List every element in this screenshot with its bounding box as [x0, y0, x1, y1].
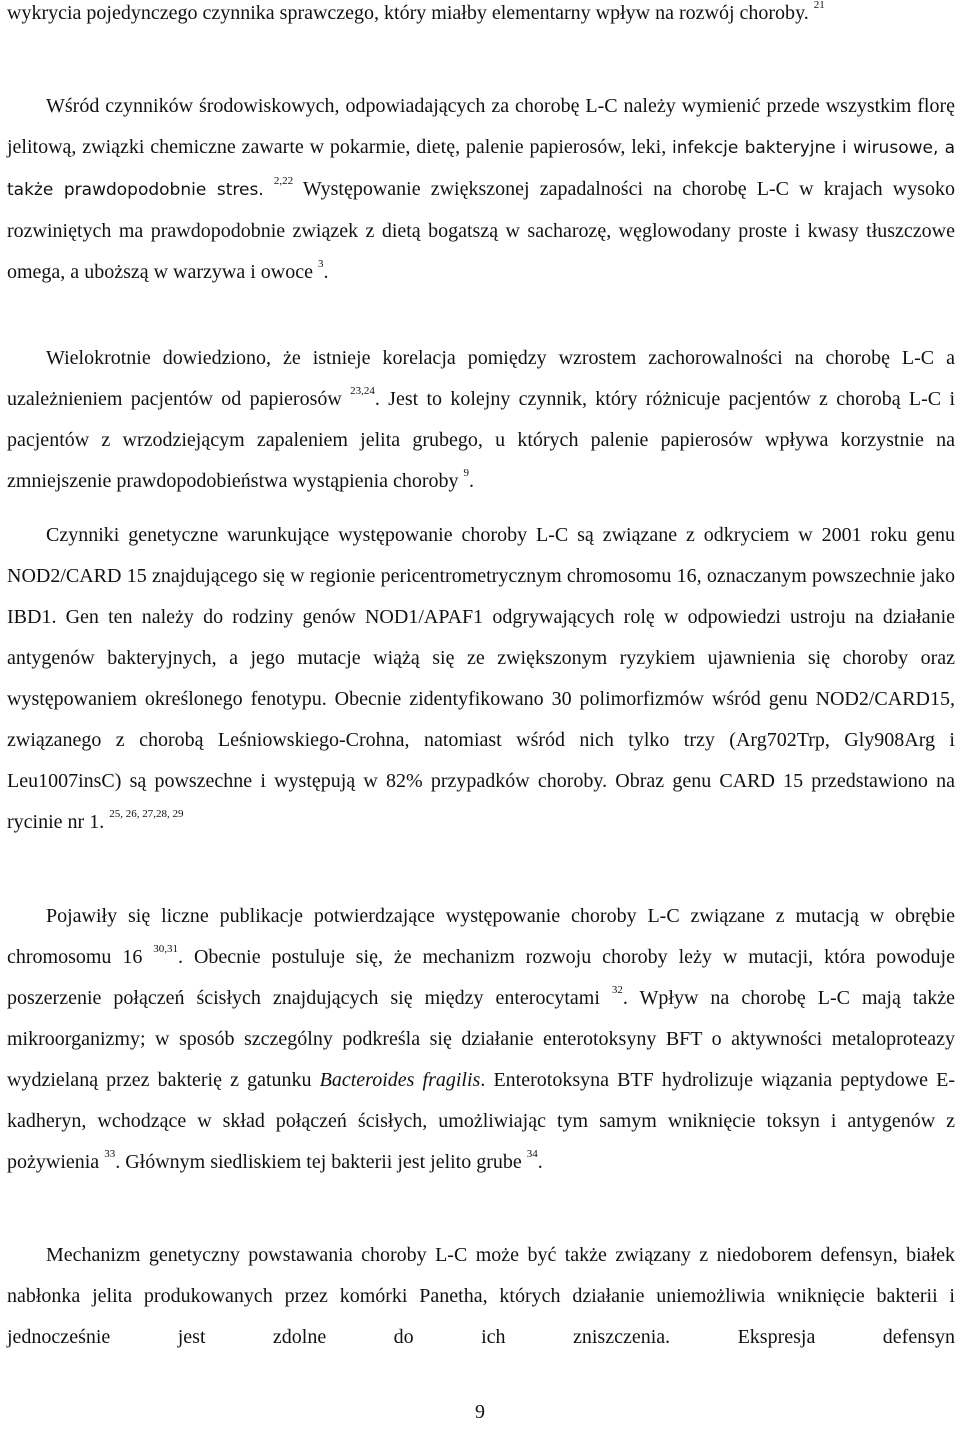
citation-reference: 33	[104, 1148, 116, 1160]
citation-reference: 9	[463, 467, 470, 479]
text-segment: Czynniki genetyczne warunkujące występowanie choroby L-C są związane z odkryciem w 2001 roku genu NOD2/CARD 15 znajdującego się w regionie pericentrometrycznym chromosomu 16, oznaczanym powszechnie jako IBD1. Gen ten należy do rodziny genów NOD1/APAF1 odgrywających rolę w odpowiedzi ustroju na działanie antygenów bakteryjnych, a jego mutacje wiążą się ze zwiększonym ryzykiem ujawnienia się choroby oraz występowaniem określonego fenotypu. Obecnie zidentyfikowano 30 polimorfizmów wśród genu NOD2/CARD15, związanego z chorobą Leśniowskiego-Crohna, natomiast wśród nich tylko trzy (Arg702Trp, Gly908Arg i Leu1007insC) są powszechne i występują w 82% przypadków choroby. Obraz genu CARD 15 przedstawiono na rycinie nr 1.	[7, 524, 955, 833]
text-segment: . Wpływ na chorobę L-C mają także mikroorganizmy; w sposób szczególny podkreśla się działanie enterotoksyny BFT o aktywności metaloproteazy wydzielaną przez bakterię z gatunku	[7, 987, 956, 1091]
citation-reference: 3	[317, 258, 324, 270]
text-segment: .	[469, 470, 475, 492]
citation-reference: 34	[526, 1148, 538, 1160]
paragraph-2	[7, 86, 955, 293]
text-segment: y.	[795, 2, 814, 24]
paragraph-4	[7, 515, 955, 843]
text-segment: wykrycia pojedynczego czynnika sprawczego, który miałby elementarny wpływ na rozwój chorob	[7, 2, 796, 24]
text-segment: Wielokrotnie dowiedziono, że istnieje korelacja pomiędzy wzrostem zachorowalności na chorobę L-C a uzależnieniem pacjentów od papierosów	[7, 347, 955, 410]
text-segment: . Obecnie postuluje się, że mechanizm rozwoju choroby leży w mutacji, która powoduje poszerzenie połączeń ścisłych znajdujących się między enterocytami	[7, 946, 955, 1009]
text-segment	[264, 178, 274, 200]
text-segment: . Enterotoksyna BTF hydrolizuje wiązania peptydowe E-kadheryn, wchodzące w skład połączeń ścisłych, umożliwiając tym samym wniknięcie toksyn i antygenów z pożywienia	[7, 1069, 956, 1173]
paragraph-3	[7, 338, 955, 502]
text-segment: . Głównym siedliskiem tej bakterii jest jelito grube	[115, 1151, 527, 1173]
paragraph-1	[7, 0, 955, 34]
text-segment: .	[537, 1151, 543, 1173]
citation-reference: 32	[611, 984, 623, 996]
citation-reference: 2,22	[273, 175, 294, 187]
text-segment: Występowanie zwiększonej zapadalności na chorobę L-C w krajach wysoko rozwiniętych ma prawdopodobnie związek z dietą bogatszą w sacharozę, węglowodany proste i kwasy tłuszczowe omega, a uboższą w warzywa i owoce	[7, 178, 955, 283]
page-number: 9	[475, 1401, 485, 1423]
citation-reference: 21	[813, 0, 825, 11]
text-segment: . Jest to kolejny czynnik, który różnicuje pacjentów z chorobą L-C i pacjentów z wrzodziejącym zapaleniem jelita grubego, u których palenie papierosów wpływa korzystnie na zmniejszenie prawdopodobieństwa wystąpienia choroby	[7, 388, 956, 492]
text-segment: .	[323, 261, 329, 283]
paragraph-6	[7, 1235, 955, 1358]
text-segment: Wśród czynników środowiskowych, odpowiadających za chorobę L-C należy wymienić przede wszystkim florę jelitową, związki chemiczne zawarte w pokarmie, dietę, palenie papierosów, leki,	[7, 95, 955, 158]
text-segment: Pojawiły się liczne publikacje potwierdzające występowanie choroby L-C związane z mutacją w obrębie chromosomu 16	[7, 905, 955, 968]
italic-text: Bacteroides fragilis	[319, 1069, 481, 1091]
paragraph-5	[7, 896, 955, 1183]
text-segment: infekcje bakteryjne i wirusowe, a także prawdopodobnie stres.	[7, 138, 956, 200]
citation-reference: 30,31	[153, 943, 179, 955]
citation-reference: 23,24	[350, 385, 375, 397]
citation-reference: 25, 26, 27,28, 29	[109, 808, 184, 820]
text-segment: Mechanizm genetyczny powstawania choroby L-C może być także związany z niedoborem defensyn, białek nabłonka jelita produkowanych przez komórki Panetha, których działanie uniemożliwia wniknięcie bakterii i jednocześnie jest zdolne do ich zniszczenia. Ekspresja defensyn	[7, 1244, 955, 1348]
